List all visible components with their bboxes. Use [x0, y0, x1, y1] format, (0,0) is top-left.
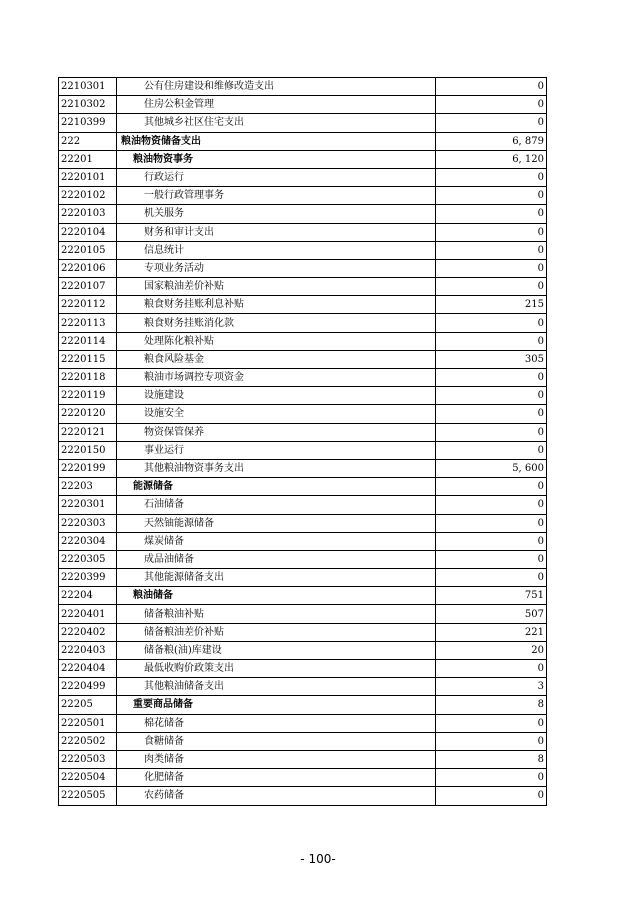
table-row — [59, 223, 547, 241]
table-row — [59, 605, 547, 623]
subject-name: 棉花储备 — [144, 717, 184, 729]
table-row — [59, 369, 547, 387]
amount-cell: 215 — [436, 296, 547, 314]
subject-name: 专项业务活动 — [144, 262, 204, 274]
subject-name-cell — [117, 205, 436, 223]
subject-name-cell — [117, 769, 436, 787]
table-row — [59, 550, 547, 568]
amount-cell: 0 — [436, 660, 547, 678]
subject-name: 储备粮(油)库建设 — [144, 644, 222, 656]
table-row — [59, 96, 547, 114]
subject-name-cell — [117, 605, 436, 623]
subject-name: 财务和审计支出 — [144, 226, 214, 238]
table-row — [59, 641, 547, 659]
subject-name-cell — [117, 423, 436, 441]
subject-code-cell: 2210399 — [59, 114, 117, 132]
subject-name: 粮食财务挂账消化款 — [144, 317, 234, 329]
subject-code-cell: 2220303 — [59, 514, 117, 532]
amount-cell: 3 — [436, 678, 547, 696]
table-row — [59, 241, 547, 259]
subject-code-cell: 2220401 — [59, 605, 117, 623]
amount-cell: 0 — [436, 205, 547, 223]
subject-code-cell: 2220105 — [59, 241, 117, 259]
subject-name: 其他粮油物资事务支出 — [144, 463, 244, 475]
subject-name-cell — [117, 314, 436, 332]
subject-name-cell — [117, 96, 436, 114]
subject-code-cell: 2220120 — [59, 405, 117, 423]
subject-name-cell — [117, 223, 436, 241]
subject-name-cell — [117, 514, 436, 532]
subject-name-cell — [117, 278, 436, 296]
amount-cell: 0 — [436, 714, 547, 732]
table-row — [59, 496, 547, 514]
subject-code-cell: 2220101 — [59, 168, 117, 186]
subject-code-cell: 2220505 — [59, 787, 117, 805]
amount-cell: 0 — [436, 96, 547, 114]
subject-name-cell — [117, 405, 436, 423]
table-row — [59, 78, 547, 96]
subject-code-cell: 2220107 — [59, 278, 117, 296]
subject-name-cell — [117, 168, 436, 186]
amount-cell: 6, 879 — [436, 132, 547, 150]
table-row — [59, 387, 547, 405]
subject-name: 成品油储备 — [144, 553, 194, 565]
table-row — [59, 750, 547, 768]
subject-name: 粮油储备 — [133, 590, 173, 602]
amount-cell: 221 — [436, 623, 547, 641]
subject-name: 粮油物资事务 — [133, 153, 193, 165]
table-row — [59, 314, 547, 332]
subject-code-cell: 2220403 — [59, 641, 117, 659]
subject-name: 设施建设 — [144, 390, 184, 402]
subject-code-cell: 2220304 — [59, 532, 117, 550]
subject-code-cell: 2220503 — [59, 750, 117, 768]
amount-cell: 0 — [436, 78, 547, 96]
subject-code-cell: 2220119 — [59, 387, 117, 405]
table-row — [59, 132, 547, 150]
subject-name-cell — [117, 132, 436, 150]
amount-cell: 0 — [436, 278, 547, 296]
subject-name: 行政运行 — [144, 172, 184, 184]
subject-name-cell — [117, 641, 436, 659]
table-row — [59, 532, 547, 550]
subject-name: 能源储备 — [133, 481, 173, 493]
subject-name: 机关服务 — [144, 208, 184, 220]
subject-name-cell — [117, 478, 436, 496]
amount-cell: 0 — [436, 787, 547, 805]
subject-name: 肉类储备 — [144, 754, 184, 766]
subject-code-cell: 22204 — [59, 587, 117, 605]
subject-name: 石油储备 — [144, 499, 184, 511]
subject-code-cell: 2220501 — [59, 714, 117, 732]
table-row — [59, 714, 547, 732]
amount-cell: 0 — [436, 168, 547, 186]
table-row — [59, 678, 547, 696]
subject-code-cell: 2220502 — [59, 732, 117, 750]
subject-name: 其他能源储备支出 — [144, 572, 224, 584]
table-row — [59, 587, 547, 605]
amount-cell: 305 — [436, 350, 547, 368]
table-row — [59, 696, 547, 714]
amount-cell: 6, 120 — [436, 150, 547, 168]
amount-cell: 0 — [436, 223, 547, 241]
amount-cell: 0 — [436, 441, 547, 459]
subject-code-cell: 22201 — [59, 150, 117, 168]
subject-name-cell — [117, 259, 436, 277]
subject-name-cell — [117, 587, 436, 605]
subject-code-cell: 2220404 — [59, 660, 117, 678]
subject-code-cell: 2220305 — [59, 550, 117, 568]
amount-cell: 0 — [436, 314, 547, 332]
table-row — [59, 350, 547, 368]
table-row — [59, 259, 547, 277]
subject-code-cell: 2220499 — [59, 678, 117, 696]
subject-code-cell: 2220301 — [59, 496, 117, 514]
subject-name-cell — [117, 459, 436, 477]
subject-code-cell: 2220121 — [59, 423, 117, 441]
amount-cell: 20 — [436, 641, 547, 659]
subject-code-cell: 22205 — [59, 696, 117, 714]
subject-name-cell — [117, 678, 436, 696]
subject-code-cell: 2220150 — [59, 441, 117, 459]
table-row — [59, 514, 547, 532]
table-row — [59, 278, 547, 296]
amount-cell: 0 — [436, 769, 547, 787]
amount-cell: 0 — [436, 732, 547, 750]
table-row — [59, 732, 547, 750]
subject-code-cell: 2220112 — [59, 296, 117, 314]
amount-cell: 0 — [436, 514, 547, 532]
amount-cell: 0 — [436, 569, 547, 587]
subject-name: 事业运行 — [144, 444, 184, 456]
table-row — [59, 150, 547, 168]
subject-name: 公有住房建设和维修改造支出 — [144, 81, 274, 93]
subject-code-cell: 2220114 — [59, 332, 117, 350]
subject-code-cell: 2220104 — [59, 223, 117, 241]
table-row — [59, 459, 547, 477]
subject-code-cell: 2220402 — [59, 623, 117, 641]
amount-cell: 0 — [436, 496, 547, 514]
table-row — [59, 296, 547, 314]
table-row — [59, 187, 547, 205]
subject-code-cell: 2220102 — [59, 187, 117, 205]
subject-name-cell — [117, 623, 436, 641]
subject-name: 粮油物资储备支出 — [121, 135, 201, 147]
amount-cell: 5, 600 — [436, 459, 547, 477]
subject-name-cell — [117, 387, 436, 405]
subject-name: 其他粮油储备支出 — [144, 681, 224, 693]
subject-name: 处理陈化粮补贴 — [144, 335, 214, 347]
subject-name-cell — [117, 787, 436, 805]
amount-cell: 0 — [436, 369, 547, 387]
subject-name-cell — [117, 496, 436, 514]
subject-name-cell — [117, 732, 436, 750]
table-row — [59, 569, 547, 587]
amount-cell: 0 — [436, 532, 547, 550]
amount-cell: 0 — [436, 241, 547, 259]
subject-name: 其他城乡社区住宅支出 — [144, 117, 244, 129]
table-row — [59, 787, 547, 805]
subject-name-cell — [117, 78, 436, 96]
subject-name: 化肥储备 — [144, 772, 184, 784]
amount-cell: 8 — [436, 750, 547, 768]
subject-name: 信息统计 — [144, 244, 184, 256]
amount-cell: 0 — [436, 114, 547, 132]
subject-code-cell: 2220504 — [59, 769, 117, 787]
subject-name-cell — [117, 714, 436, 732]
subject-name: 煤炭储备 — [144, 535, 184, 547]
subject-code-cell: 2220399 — [59, 569, 117, 587]
subject-name: 储备粮油差价补贴 — [144, 626, 224, 638]
subject-name-cell — [117, 696, 436, 714]
subject-name-cell — [117, 441, 436, 459]
subject-name-cell — [117, 750, 436, 768]
amount-cell: 0 — [436, 387, 547, 405]
subject-code-cell: 22203 — [59, 478, 117, 496]
subject-name-cell — [117, 660, 436, 678]
subject-name-cell — [117, 332, 436, 350]
subject-name-cell — [117, 150, 436, 168]
subject-name: 农药储备 — [144, 790, 184, 802]
subject-name: 国家粮油差价补贴 — [144, 281, 224, 293]
subject-name-cell — [117, 187, 436, 205]
subject-name-cell — [117, 369, 436, 387]
subject-name-cell — [117, 550, 436, 568]
subject-name: 粮食风险基金 — [144, 353, 204, 365]
subject-name-cell — [117, 114, 436, 132]
subject-name: 粮油市场调控专项资金 — [144, 372, 244, 384]
subject-name: 粮食财务挂账利息补贴 — [144, 299, 244, 311]
table-row — [59, 441, 547, 459]
subject-name-cell — [117, 241, 436, 259]
subject-name-cell — [117, 350, 436, 368]
subject-name: 住房公积金管理 — [144, 99, 214, 111]
subject-code-cell: 2220115 — [59, 350, 117, 368]
amount-cell: 0 — [436, 259, 547, 277]
amount-cell: 0 — [436, 332, 547, 350]
subject-name-cell — [117, 296, 436, 314]
subject-name: 物资保管保养 — [144, 426, 204, 438]
amount-cell: 0 — [436, 423, 547, 441]
page-number: - 100- — [300, 852, 336, 866]
subject-code-cell: 2220199 — [59, 459, 117, 477]
subject-code-cell: 2220103 — [59, 205, 117, 223]
amount-cell: 0 — [436, 187, 547, 205]
amount-cell: 8 — [436, 696, 547, 714]
subject-name: 储备粮油补贴 — [144, 608, 204, 620]
amount-cell: 507 — [436, 605, 547, 623]
subject-code-cell: 2210301 — [59, 78, 117, 96]
subject-name-cell — [117, 569, 436, 587]
table-row — [59, 168, 547, 186]
subject-name: 设施安全 — [144, 408, 184, 420]
subject-code-cell: 2220113 — [59, 314, 117, 332]
budget-table-body — [59, 78, 547, 806]
table-row — [59, 423, 547, 441]
subject-name: 天然铀能源储备 — [144, 517, 214, 529]
table-row — [59, 769, 547, 787]
amount-cell: 0 — [436, 550, 547, 568]
table-row — [59, 205, 547, 223]
table-row — [59, 660, 547, 678]
subject-code-cell: 2220106 — [59, 259, 117, 277]
subject-code-cell: 2220118 — [59, 369, 117, 387]
subject-code-cell: 222 — [59, 132, 117, 150]
table-row — [59, 478, 547, 496]
table-row — [59, 114, 547, 132]
subject-code-cell: 2210302 — [59, 96, 117, 114]
budget-table — [58, 77, 547, 806]
subject-name: 食糖储备 — [144, 735, 184, 747]
subject-name: 一般行政管理事务 — [144, 190, 224, 202]
subject-name-cell — [117, 532, 436, 550]
table-row — [59, 332, 547, 350]
subject-name: 最低收购价政策支出 — [144, 663, 234, 675]
amount-cell: 751 — [436, 587, 547, 605]
amount-cell: 0 — [436, 478, 547, 496]
amount-cell: 0 — [436, 405, 547, 423]
table-row — [59, 623, 547, 641]
subject-name: 重要商品储备 — [133, 699, 193, 711]
table-row — [59, 405, 547, 423]
